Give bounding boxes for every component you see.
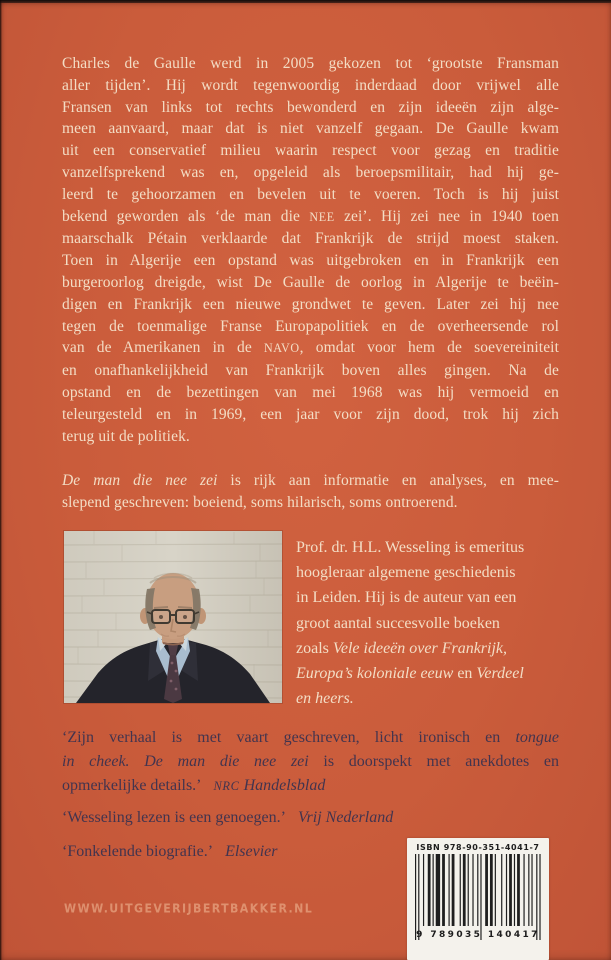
isbn-barcode-panel — [407, 838, 549, 960]
text-line: in Leiden. Hij is de auteur van een — [296, 589, 517, 607]
text-line: Prof. dr. H.L. Wesseling is emeritus — [296, 539, 525, 556]
text-line: en onafhankelijkheid van Frankrijk boven alles gingen. Na de — [62, 362, 559, 380]
text-line: burgeroorlog dreigde, wist De Gaulle de oorlog in Algerije te beëin- — [62, 273, 559, 291]
text-line: ‘Zijn verhaal is met vaart geschreven, licht ironisch en tongue — [62, 729, 559, 746]
text-line: hoogleraar algemene geschiedenis — [296, 564, 516, 582]
barcode-bars-icon — [413, 854, 543, 942]
text-line: zoals Vele ideeën over Frankrijk, — [296, 639, 508, 657]
text-line: meen aanvaard, maar dat is niet vanzelf gegaan. De Gaulle kwam — [62, 120, 559, 138]
text-line: digen en Frankrijk een nieuwe grondwet te geven. Later zei hij nee — [62, 295, 559, 313]
text-line: Charles de Gaulle werd in 2005 gekozen tot ‘grootste Fransman — [62, 55, 559, 72]
author-bio — [296, 531, 570, 711]
text-line: Toen in Algerije een opstand was uitgebroken en in Frankrijk een — [62, 252, 559, 270]
review-summary-paragraph — [62, 470, 559, 514]
synopsis-paragraph — [62, 53, 559, 447]
press-quote-nrc — [62, 726, 559, 798]
text-line: Europa’s koloniale eeuw en Verdeel — [296, 665, 524, 683]
text-line: terug uit de politiek. — [62, 427, 190, 445]
cover-top-edge — [0, 0, 611, 3]
text-line: ‘Wesseling lezen is een genoegen.’ Vrij Nederland — [62, 809, 394, 826]
publisher-website: WWW.UITGEVERIJBERTBAKKER.NL — [64, 901, 314, 916]
text-line: Fransen van links tot rechts bewonderd en zijn ideeën zijn alge- — [62, 98, 559, 116]
text-line: groot aantal succesvolle boeken — [296, 614, 500, 632]
text-line: tegen de toenmalige Franse Europapolitiek en de overheersende rol — [62, 317, 559, 335]
barcode-digits: 9 789035 140417 — [416, 930, 540, 940]
text-line: slepend geschreven: boeiend, soms hilarisch, soms ontroerend. — [62, 493, 458, 511]
text-line: opstand en de bezettingen van mei 1968 was hij vermoeid en — [62, 383, 559, 401]
text-line: ‘Fonkelende biografie.’ Elsevier — [62, 843, 278, 860]
text-line: uit een conservatief milieu waarin respect voor gezag en traditie — [62, 142, 559, 160]
text-line: aller tijden’. Hij wordt tegenwoordig inderdaad door vrijwel alle — [62, 76, 559, 94]
author-photo — [64, 531, 282, 703]
text-line: maarschalk Pétain verklaarde dat Frankrijk de strijd moest staken. — [62, 230, 559, 248]
text-line: opmerkelijke details.’ NRC Handelsblad — [62, 777, 326, 794]
text-line: bekend geworden als ‘de man die NEE zei’. Hij zei nee in 1940 toen — [62, 207, 559, 225]
text-line: en heers. — [296, 690, 354, 708]
text-line: vanzelfsprekend was en, opgeleid als beroepsmilitair, had hij ge- — [62, 163, 559, 181]
author-section — [64, 531, 570, 711]
isbn-number: ISBN 978-90-351-4041-7 — [416, 843, 540, 852]
text-line: in cheek. De man die nee zei is doorspekt met anekdotes en — [62, 753, 559, 770]
text-line: teleurgesteld en in 1969, een jaar voor zijn dood, trok hij zich — [62, 405, 559, 423]
cover-left-edge — [0, 0, 2, 960]
text-line: De man die nee zei is rijk aan informatie en analyses, en mee- — [62, 472, 560, 489]
text-line: van de Amerikanen in de NAVO, omdat voor hem de soevereiniteit — [62, 339, 559, 357]
text-line: leerd te gehoorzamen en bevelen uit te voeren. Toch is hij juist — [62, 185, 559, 203]
press-quote-vrij-nederland — [62, 806, 559, 830]
